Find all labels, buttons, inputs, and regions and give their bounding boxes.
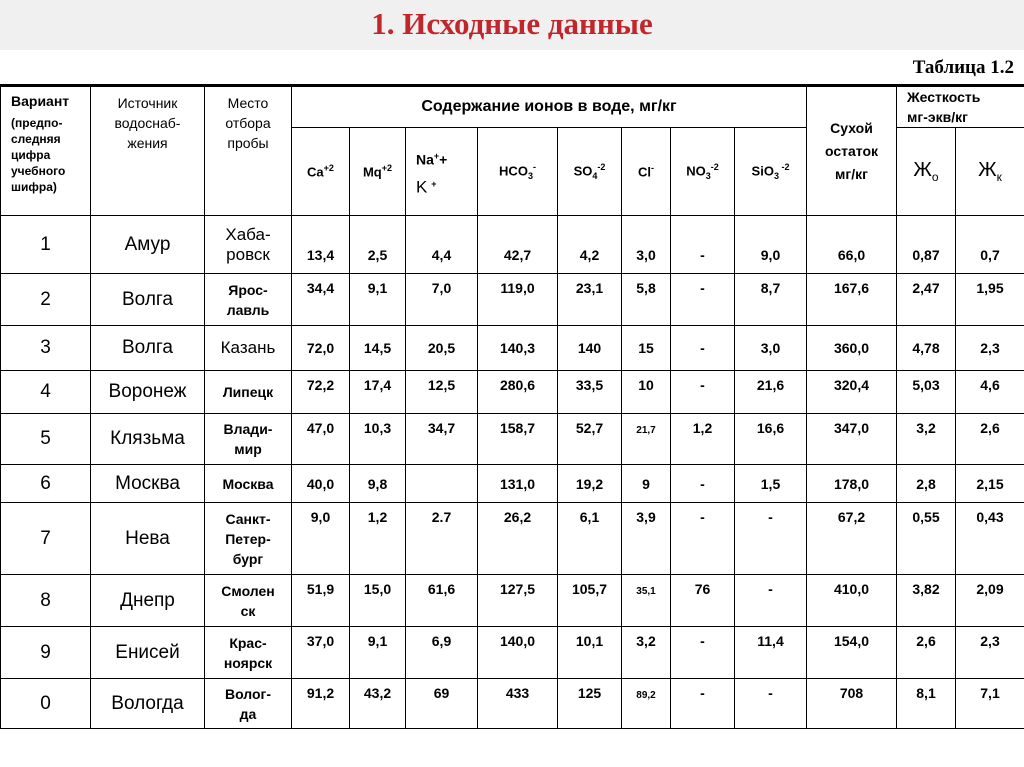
header-variant-note: (предпо- следняя цифра учебного шифра): [11, 116, 66, 194]
cell-hk: 2,15: [956, 465, 1024, 503]
cell-mg: 10,3: [350, 414, 406, 465]
variant-cell: 8: [1, 575, 91, 627]
table-row: [1, 679, 1024, 729]
cell-ho: 8,1: [897, 679, 956, 729]
cell-sio3: 21,6: [735, 371, 807, 414]
source-cell: Енисей: [91, 627, 205, 679]
header-variant: Вариант (предпо- следняя цифра учебного шифра): [1, 86, 91, 216]
table-caption: Таблица 1.2: [912, 57, 1014, 78]
water-composition-table: [0, 84, 1024, 729]
cell-so4: 4,2: [558, 216, 622, 274]
place-cell: Москва: [205, 465, 292, 503]
variant-cell: 4: [1, 371, 91, 414]
cell-dry: 154,0: [807, 627, 897, 679]
source-cell: Москва: [91, 465, 205, 503]
cell-sio3: 8,7: [735, 274, 807, 326]
place-cell: Ярос- лавль: [205, 274, 292, 326]
cell-no3: -: [671, 679, 735, 729]
cell-ca: 34,4: [292, 274, 350, 326]
header-hard-k: $Ж_к$: [956, 128, 1024, 216]
page-title: 1. Исходные данные: [371, 6, 653, 41]
cell-mg: 9,1: [350, 274, 406, 326]
source-cell: Амур: [91, 216, 205, 274]
table-row: [1, 274, 1024, 326]
variant-cell: 7: [1, 503, 91, 575]
table-row: [1, 503, 1024, 575]
cell-na: 61,6: [406, 575, 478, 627]
cell-so4: 140: [558, 326, 622, 371]
variant-cell: 1: [1, 216, 91, 274]
cell-so4: 19,2: [558, 465, 622, 503]
cell-mg: 15,0: [350, 575, 406, 627]
variant-cell: 3: [1, 326, 91, 371]
cell-sio3: -: [735, 503, 807, 575]
header-dry-residue: Сухой остаток мг/кг: [807, 86, 897, 216]
cell-so4: 105,7: [558, 575, 622, 627]
cell-no3: -: [671, 371, 735, 414]
place-cell: Влади- мир: [205, 414, 292, 465]
cell-ho: 3,2: [897, 414, 956, 465]
cell-na: 2.7: [406, 503, 478, 575]
cell-na: 4,4: [406, 216, 478, 274]
cell-no3: -: [671, 274, 735, 326]
cell-so4: 6,1: [558, 503, 622, 575]
cell-hco3: 280,6: [478, 371, 558, 414]
cell-so4: 33,5: [558, 371, 622, 414]
cell-hco3: 158,7: [478, 414, 558, 465]
cell-dry: 66,0: [807, 216, 897, 274]
cell-ho: 0,87: [897, 216, 956, 274]
variant-cell: 9: [1, 627, 91, 679]
cell-hk: 4,6: [956, 371, 1024, 414]
cell-na: 6,9: [406, 627, 478, 679]
cell-cl: 21,7: [622, 414, 671, 465]
cell-ho: 2,6: [897, 627, 956, 679]
cell-dry: 347,0: [807, 414, 897, 465]
header-ca: $Ca^{+2}$: [292, 128, 350, 216]
header-source: Источник водоснаб- жения: [91, 86, 205, 216]
cell-ho: 2,8: [897, 465, 956, 503]
cell-ho: 0,55: [897, 503, 956, 575]
header-hco3: $HCO_3^-$: [478, 128, 558, 216]
table-row: [1, 371, 1024, 414]
cell-na: [406, 465, 478, 503]
cell-na: 12,5: [406, 371, 478, 414]
cell-sio3: 1,5: [735, 465, 807, 503]
place-cell: Крас- ноярск: [205, 627, 292, 679]
cell-sio3: -: [735, 679, 807, 729]
cell-hco3: 140,0: [478, 627, 558, 679]
cell-hco3: 433: [478, 679, 558, 729]
cell-dry: 410,0: [807, 575, 897, 627]
cell-na: 7,0: [406, 274, 478, 326]
cell-cl: 3,0: [622, 216, 671, 274]
cell-hco3: 140,3: [478, 326, 558, 371]
header-na-k: Na++ K +: [406, 128, 478, 216]
cell-na: 34,7: [406, 414, 478, 465]
cell-dry: 320,4: [807, 371, 897, 414]
header-ions: Содержание ионов в воде, мг/кг: [292, 86, 807, 128]
cell-hk: 2,3: [956, 627, 1024, 679]
cell-mg: 2,5: [350, 216, 406, 274]
cell-cl: 89,2: [622, 679, 671, 729]
cell-sio3: 16,6: [735, 414, 807, 465]
cell-sio3: 3,0: [735, 326, 807, 371]
table-row: [1, 414, 1024, 465]
cell-dry: 167,6: [807, 274, 897, 326]
cell-dry: 67,2: [807, 503, 897, 575]
variant-cell: 6: [1, 465, 91, 503]
cell-no3: -: [671, 465, 735, 503]
cell-dry: 708: [807, 679, 897, 729]
source-cell: Днепр: [91, 575, 205, 627]
cell-sio3: 11,4: [735, 627, 807, 679]
cell-no3: -: [671, 627, 735, 679]
cell-so4: 10,1: [558, 627, 622, 679]
cell-ca: 51,9: [292, 575, 350, 627]
cell-mg: 9,1: [350, 627, 406, 679]
cell-ho: 5,03: [897, 371, 956, 414]
variant-cell: 5: [1, 414, 91, 465]
header-place: Место отбора пробы: [205, 86, 292, 216]
cell-hco3: 119,0: [478, 274, 558, 326]
cell-no3: -: [671, 503, 735, 575]
cell-mg: 1,2: [350, 503, 406, 575]
table-row: [1, 627, 1024, 679]
cell-so4: 125: [558, 679, 622, 729]
cell-mg: 43,2: [350, 679, 406, 729]
cell-ca: 72,0: [292, 326, 350, 371]
table-row: [1, 575, 1024, 627]
cell-hco3: 127,5: [478, 575, 558, 627]
table-row: [1, 326, 1024, 371]
cell-dry: 360,0: [807, 326, 897, 371]
source-cell: Вологда: [91, 679, 205, 729]
cell-so4: 52,7: [558, 414, 622, 465]
cell-cl: 3,9: [622, 503, 671, 575]
cell-no3: 76: [671, 575, 735, 627]
header-no3: $NO_3^{-2}$: [671, 128, 735, 216]
cell-cl: 9: [622, 465, 671, 503]
cell-hk: 0,7: [956, 216, 1024, 274]
cell-hk: 2,6: [956, 414, 1024, 465]
cell-hk: 0,43: [956, 503, 1024, 575]
cell-na: 69: [406, 679, 478, 729]
cell-cl: 15: [622, 326, 671, 371]
cell-hk: 1,95: [956, 274, 1024, 326]
header-hardness: Жесткость мг-экв/кг: [897, 86, 1024, 128]
cell-mg: 9,8: [350, 465, 406, 503]
cell-hco3: 42,7: [478, 216, 558, 274]
source-cell: Волга: [91, 326, 205, 371]
cell-ca: 72,2: [292, 371, 350, 414]
cell-cl: 3,2: [622, 627, 671, 679]
header-so4: $SO_4^{-2}$: [558, 128, 622, 216]
cell-ho: 2,47: [897, 274, 956, 326]
place-cell: Смолен ск: [205, 575, 292, 627]
cell-no3: -: [671, 326, 735, 371]
cell-cl: 5,8: [622, 274, 671, 326]
cell-sio3: -: [735, 575, 807, 627]
cell-sio3: 9,0: [735, 216, 807, 274]
cell-hk: 2,09: [956, 575, 1024, 627]
place-cell: Казань: [205, 326, 292, 371]
cell-ca: 47,0: [292, 414, 350, 465]
table-row: [1, 465, 1024, 503]
cell-ca: 40,0: [292, 465, 350, 503]
place-cell: Санкт- Петер- бург: [205, 503, 292, 575]
cell-hk: 7,1: [956, 679, 1024, 729]
source-cell: Воронеж: [91, 371, 205, 414]
cell-no3: -: [671, 216, 735, 274]
place-cell: Волог- да: [205, 679, 292, 729]
source-cell: Волга: [91, 274, 205, 326]
cell-mg: 17,4: [350, 371, 406, 414]
cell-cl: 35,1: [622, 575, 671, 627]
cell-hk: 2,3: [956, 326, 1024, 371]
cell-ca: 91,2: [292, 679, 350, 729]
cell-ca: 13,4: [292, 216, 350, 274]
cell-ho: 3,82: [897, 575, 956, 627]
cell-so4: 23,1: [558, 274, 622, 326]
cell-ho: 4,78: [897, 326, 956, 371]
place-cell: Хаба- ровск: [205, 216, 292, 274]
header-cl: Cl-: [622, 128, 671, 216]
cell-mg: 14,5: [350, 326, 406, 371]
source-cell: Нева: [91, 503, 205, 575]
place-cell: Липецк: [205, 371, 292, 414]
cell-no3: 1,2: [671, 414, 735, 465]
table-row: [1, 216, 1024, 274]
cell-hco3: 26,2: [478, 503, 558, 575]
header-hard-o: $Ж_о$: [897, 128, 956, 216]
variant-cell: 0: [1, 679, 91, 729]
variant-cell: 2: [1, 274, 91, 326]
cell-na: 20,5: [406, 326, 478, 371]
header-mg: $Mq^{+2}$: [350, 128, 406, 216]
cell-cl: 10: [622, 371, 671, 414]
cell-ca: 9,0: [292, 503, 350, 575]
cell-hco3: 131,0: [478, 465, 558, 503]
cell-dry: 178,0: [807, 465, 897, 503]
source-cell: Клязьма: [91, 414, 205, 465]
header-sio3: SiO$_3$ $^{-2}$: [735, 128, 807, 216]
cell-ca: 37,0: [292, 627, 350, 679]
